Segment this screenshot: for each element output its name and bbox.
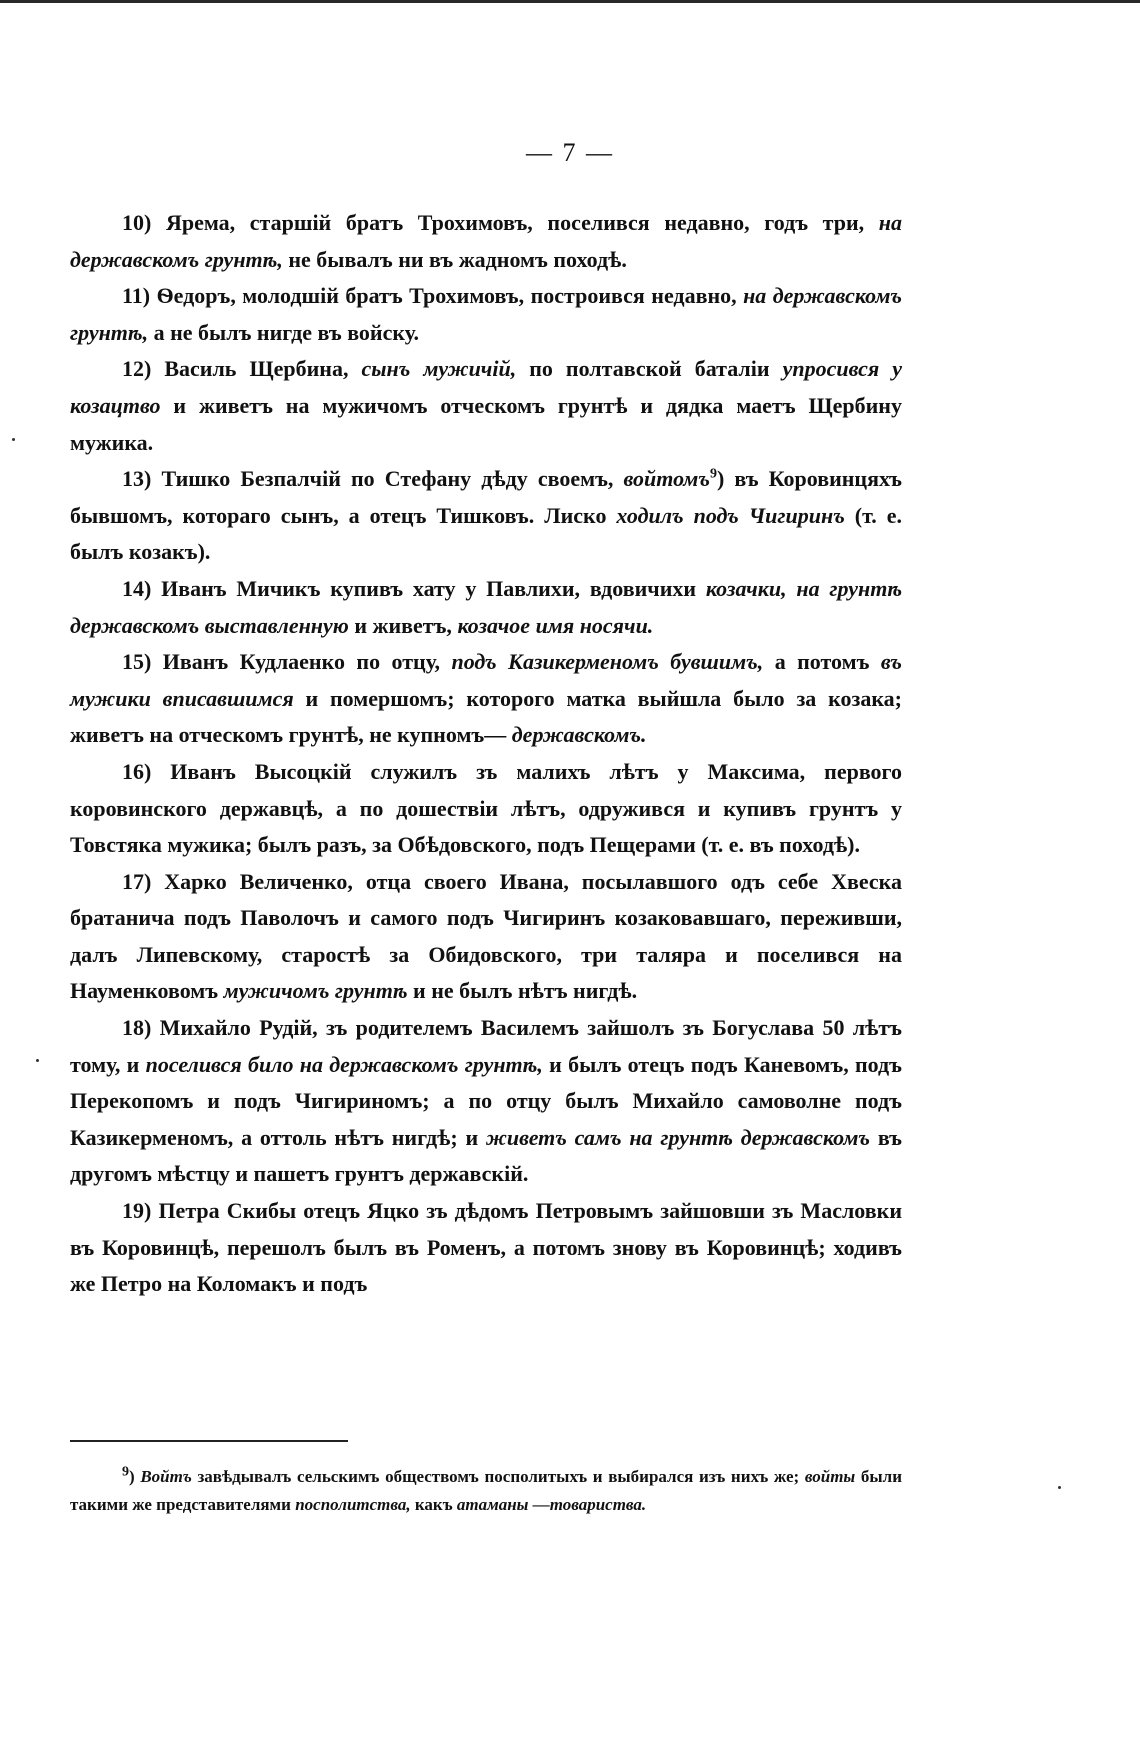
text-run: не бывалъ ни въ жадномъ походѣ. xyxy=(282,246,627,272)
text-run: 19) Петра Скибы отецъ Яцко зъ дѣдомъ Петровымъ зайшовши зъ Масловки въ Коровинцѣ, перешолъ былъ въ Роменъ, а потомъ знову въ Коровинцѣ; ходивъ же Петро на Коломакъ и подъ xyxy=(70,1198,902,1297)
italic-phrase: мужичомъ грунтѣ xyxy=(223,978,408,1004)
footnote-separator xyxy=(70,1440,348,1442)
italic-phrase: атаманы —товариства. xyxy=(456,1495,647,1514)
paragraph-16 xyxy=(70,754,902,864)
text-run: и помершомъ; которого матка выйшла было за козака; живетъ на отческомъ грунтѣ, не купномъ— xyxy=(70,685,902,748)
text-run: а не былъ нигде въ войску. xyxy=(148,319,420,345)
italic-phrase: козачки, на грунтѣ державскомъ выставленную xyxy=(70,575,902,638)
italic-phrase: посполитства, xyxy=(295,1495,411,1514)
paragraph-11 xyxy=(70,278,902,351)
paragraph-15 xyxy=(70,644,902,754)
text-run: 16) Иванъ Высоцкій служилъ зъ малихъ лѣтъ у Максима, первого коровинского державцѣ, а по дошествіи лѣтъ, одружився и купивъ грунтъ у Товстяка мужика; былъ разъ, за Обѣдовского, подъ Пещерами (т. е. въ походѣ). xyxy=(70,758,902,858)
text-run: и живетъ, xyxy=(348,612,458,638)
italic-phrase: упросився у козацтво xyxy=(70,356,902,418)
text-run: были такими же представителями xyxy=(70,1467,902,1514)
main-text xyxy=(70,205,902,1303)
footnote-marker: 9 xyxy=(709,466,717,482)
paragraph-17 xyxy=(70,864,902,1010)
footnote xyxy=(70,1463,902,1519)
text-run: 14) Иванъ Мичикъ купивъ хату у Павлихи, вдовичихи xyxy=(122,575,706,601)
paragraph-10 xyxy=(70,205,902,278)
scan-speck xyxy=(1058,1486,1061,1489)
scan-speck xyxy=(36,1059,39,1062)
text-run: (т. е. былъ козакъ). xyxy=(70,502,902,565)
italic-phrase: подъ Казикерменомъ бувшимъ, xyxy=(451,649,764,675)
text-run: завѣдывалъ сельскимъ обществомъ посполитыхъ и выбирался изъ нихъ же; xyxy=(191,1467,805,1486)
paragraph-18 xyxy=(70,1010,902,1193)
text-run: и живетъ на мужичомъ отческомъ грунтѣ и дядка маетъ Щербину мужика. xyxy=(70,392,902,455)
text-run: по полтавской баталіи xyxy=(516,356,783,382)
paragraph-12 xyxy=(70,351,902,461)
text-run: ) въ Коровинцяхъ бывшомъ, котораго сынъ, а отецъ Тишковъ. Лиско xyxy=(70,466,903,528)
top-scan-rule xyxy=(0,0,1140,3)
italic-phrase: сынъ мужичій, xyxy=(361,356,517,382)
text-run: и не былъ нѣтъ нигдѣ. xyxy=(407,978,638,1004)
italic-phrase: Войтъ xyxy=(140,1467,192,1486)
scan-speck xyxy=(12,438,15,441)
footnote-marker: 9 xyxy=(122,1464,129,1480)
text-run: какъ xyxy=(410,1495,457,1514)
text-run: а потомъ xyxy=(763,649,881,675)
text-run: и былъ отецъ подъ Каневомъ, подъ Перекопомъ и подъ Чигириномъ; а по отцу былъ Михайло самоволне подъ Казикерменомъ, а оттоль нѣтъ нигдѣ; и xyxy=(70,1051,903,1150)
italic-phrase: войты xyxy=(804,1467,856,1486)
text-run: 13) Тишко Безпалчій по Стефану дѣду своемъ, xyxy=(122,466,624,492)
italic-phrase: на державскомъ грунтѣ, xyxy=(70,283,902,345)
italic-phrase: козачое имя носячи. xyxy=(457,612,654,638)
italic-phrase: поселився било на державскомъ грунтѣ, xyxy=(145,1051,543,1077)
text-run: ) xyxy=(129,1467,141,1486)
paragraph-14 xyxy=(70,571,902,644)
text-run: 12) Василь Щербина, xyxy=(122,356,362,382)
italic-phrase: живетъ самъ на грунтѣ державскомъ xyxy=(485,1124,871,1150)
italic-phrase: войтомъ xyxy=(623,466,710,492)
page-number: — 7 — xyxy=(526,138,614,167)
text-run: 17) Харко Величенко, отца своего Ивана, посылавшого одъ себе Хвеска братанича подъ Паволочъ и самого подъ Чигиринъ козаковавшаго, переживши, далъ Липевскому, старостѣ за Обидовского, три таляра и поселився на Науменковомъ xyxy=(70,868,902,1004)
italic-phrase: державскомъ. xyxy=(511,722,647,748)
text-run: 18) Михайло Рудій, зъ родителемъ Василемъ зайшолъ зъ Богуслава 50 лѣтъ тому, и xyxy=(70,1015,902,1077)
text-run: въ другомъ мѣстцу и пашетъ грунтъ державскій. xyxy=(70,1124,902,1187)
text-run: 11) Ѳедоръ, молодшій братъ Трохимовъ, построився недавно, xyxy=(122,283,744,309)
italic-phrase: ходилъ подъ Чигиринъ xyxy=(616,502,845,528)
text-run: 10) Ярема, старшій братъ Трохимовъ, поселився недавно, годъ три, xyxy=(122,210,879,235)
paragraph-13 xyxy=(70,461,902,571)
italic-phrase: на державскомъ грунтѣ, xyxy=(70,210,902,272)
text-run: 15) Иванъ Кудлаенко по отцу, xyxy=(122,649,452,675)
paragraph-19 xyxy=(70,1193,902,1303)
italic-phrase: въ мужики вписавшимся xyxy=(70,649,902,711)
